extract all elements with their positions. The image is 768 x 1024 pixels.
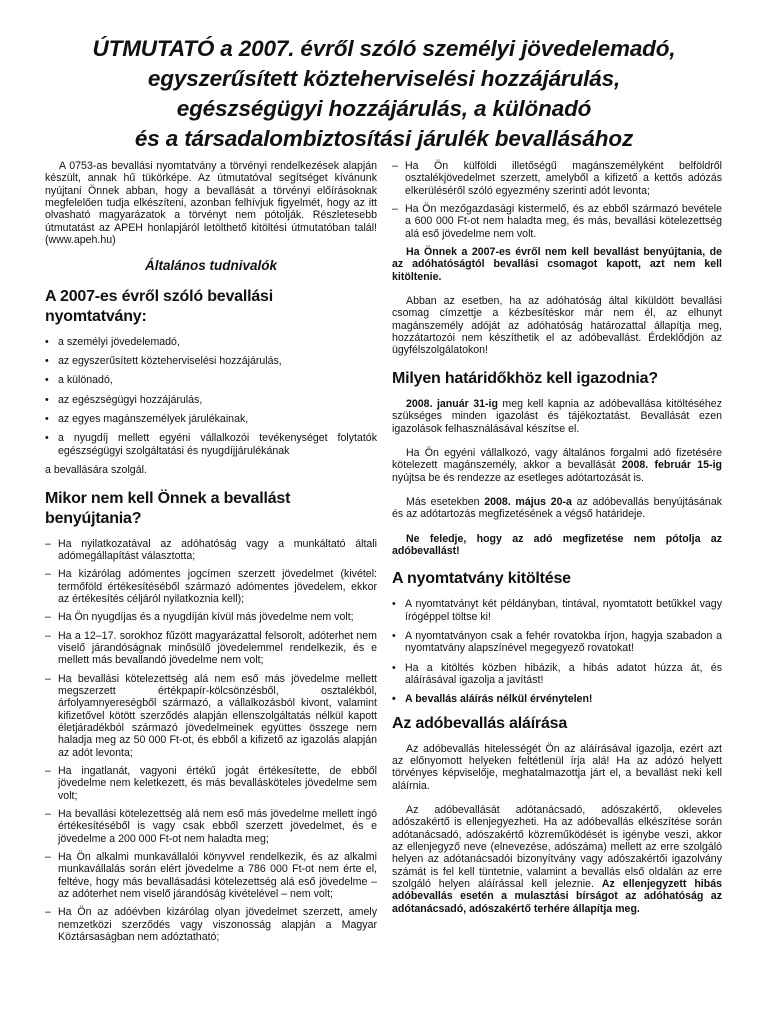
- page-title: [30, 34, 738, 154]
- signing-paragraph: Az adóbevallás hitelességét Ön az aláírásával igazolja, ezért azt az előnyomott helyeken feltétlenül írja alá! Ha az adózó helyett törvényes képviselője, meghatalmazottja járt el, a bevallást neki kell aláírnia.: [392, 742, 722, 792]
- list-item: – Ha Ön nyugdíjas és a nyugdíján kívül más jövedelme nem volt;: [45, 611, 377, 623]
- title-line: egészségügyi hozzájárulás, a különadó: [176, 96, 592, 121]
- list-item: • a személyi jövedelemadó,: [45, 336, 377, 348]
- deadline-paragraph: [392, 398, 722, 435]
- list-item: – Ha a 12–17. sorokhoz fűzött magyarázattal felsorolt, adóterhet nem viselő járandóságnak minősülő jövedelemmel rendelkezik, és e mellett más bevallandó jövedelme nem volt;: [45, 630, 377, 667]
- signing-heading: Az adóbevallás aláírása: [392, 714, 568, 732]
- list-item: – Ha bevallási kötelezettség alá nem eső más jövedelme mellett ingó értékesítéséből is vagy csak ebből szerzett jövedelmet, és e jövedelme a 200 000 Ft-ot nem haladta meg;: [45, 808, 377, 845]
- signing-text: Az adóbevallását adótanácsadó, adószakértő, okleveles adószakértő is ellenjegyezheti. Ha az adóbevallás elkészítése során adótanácsadó, adószakértő közreműködését is igénybe veszi, akkor az ellenjegyző neve (elnevezése, adószáma) mellett az erre szolgáló helyen az adótanácsadói bizonyítvány vagy adószakértői igazolvány számát is fel kell tüntetnie, valamint a bevallás első oldalán az erre szolgáló helyen aláírással kell jeleznie.: [392, 804, 722, 891]
- deadline-text: meg kell kapnia az adóbevallása kitöltéséhez szükséges minden igazolást és tájékoztatást. Bevallását ezen igazolások felhasználásával készítse el.: [392, 397, 722, 435]
- list-item: • Ha a kitöltés közben hibázik, a hibás adatot húzza át, és aláírásával igazolja a javítást!: [392, 662, 722, 687]
- deadline-text: Ha Ön egyéni vállalkozó, vagy általános forgalmi adó fizetésére kötelezett magánszemély, akkor a bevallását: [392, 446, 722, 472]
- list-item: • A nyomtatványon csak a fehér rovatokba írjon, hagyja szabadon a nyomtatvány alapszínével megegyező rovatokat!: [392, 630, 722, 655]
- title-line: ÚTMUTATÓ a 2007. évről szóló személyi jövedelemadó,: [92, 36, 676, 61]
- list-item: – Ha bevallási kötelezettség alá nem eső más jövedelme mellett megszerzett értékpapír-kölcsönzésből, osztalékból, árfolyamnyereségből származó, a vállalkozásból kivont, valamint kifizetővel kötött szerződés alapján ellenszolgáltatás nélkül kapott életjáradékból származó jövedelmeinek együttes összege nem haladja meg az 50 000 Ft-ot, és ebből a kifizető az igazolás alapján az adót levonta;: [45, 673, 377, 759]
- filling-list: [392, 598, 722, 705]
- payment-note: Ne feledje, hogy az adó megfizetése nem pótolja az adóbevallást!: [392, 532, 722, 557]
- when-not-list-continued: [392, 160, 722, 240]
- list-item: • A bevallás aláírás nélkül érvénytelen!: [392, 693, 722, 705]
- list-item: – Ha nyilatkozatával az adóhatóság vagy a munkáltató általi adómegállapítást választotta;: [45, 538, 377, 563]
- list-item: • az egyszerűsített közteherviselési hozzájárulás,: [45, 355, 377, 367]
- deadline-date: 2008. február 15-ig: [621, 459, 722, 472]
- signing-paragraph: [392, 804, 722, 915]
- title-line: és a társadalombiztosítási járulék bevallásához: [134, 126, 634, 151]
- deadline-text: nyújtsa be és rendezze az esetleges adótartozását is.: [392, 471, 645, 484]
- deadline-paragraph: [392, 447, 722, 484]
- signing-warning: Az ellenjegyzett hibás adóbevallás esetén a mulasztási bírságot az adóhatóság az adótanácsadó, adószakértő terhére állapítja meg.: [392, 878, 722, 915]
- deadline-text: az adóbevallás benyújtásának és az adótartozás megfizetésének a végső határideje.: [392, 495, 723, 521]
- deadline-date: 2008. január 31-ig: [406, 397, 498, 410]
- general-info-heading: Általános tudnivalók: [144, 258, 278, 274]
- deadline-date: 2008. május 20-a: [484, 495, 572, 508]
- deadlines-heading: Milyen határidőkhöz kell igazodnia?: [392, 369, 658, 387]
- form-purpose-tail: a bevallására szolgál.: [45, 464, 147, 477]
- list-item: – Ha Ön külföldi illetőségű magánszemélyként belföldről osztalékjövedelmet szerzett, amelyből a kifizető a kettős adózás elkerüléséről szóló egyezmény szerinti adót levonta;: [392, 160, 722, 197]
- list-item: – Ha kizárólag adómentes jogcímen szerzett jövedelmet (kivétel: termőföld értékesítéséből származó adómentes jövedelem, ekkor az értékesítés céljáról nyilatkoznia kell);: [45, 568, 377, 605]
- list-item: • az egészségügyi hozzájárulás,: [45, 394, 377, 406]
- left-column: [45, 160, 377, 949]
- filling-heading: A nyomtatvány kitöltése: [392, 570, 571, 588]
- title-line: egyszerűsített közteherviselési hozzájárulás,: [147, 66, 621, 91]
- list-item: – Ha ingatlanát, vagyoni értékű jogát értékesítette, de ebből jövedelme nem keletkezett, és más bevallásköteles jövedelme sem volt;: [45, 765, 377, 802]
- list-item: • az egyes magánszemélyek járulékainak,: [45, 413, 377, 425]
- list-item: – Ha Ön alkalmi munkavállalói könyvvel rendelkezik, és az alkalmi munkavállalás során elért jövedelme a 786 000 Ft-ot nem érte el, feltéve, hogy más bevallásadási kötelezettség alá eső jövedelme – az adóterhet nem viselő járandóság kivételével – nem volt;: [45, 851, 377, 900]
- form-section-heading: A 2007-es évről szóló bevallási nyomtatvány:: [45, 287, 273, 325]
- right-column: [392, 160, 722, 927]
- form-purpose-list: [45, 336, 377, 457]
- deadline-paragraph: [392, 496, 722, 521]
- deceased-note: Abban az esetben, ha az adóhatóság által kiküldött bevallási csomag címzettje a kézbesítéskor már nem él, az elhunyt magánszemély adóját az adóhatóság határozattal állapítja meg, hozzátartozói nem készíthetik el az adóbevallást. Érdeklődjön az ügyfélszolgálatokon!: [392, 295, 722, 357]
- deadline-text: Más esetekben: [406, 495, 485, 508]
- list-item: • a nyugdíj mellett egyéni vállalkozói tevékenységet folytatók egészségügyi szolgáltatási és nyugdíjjárulékának: [45, 432, 377, 457]
- no-package-note: Ha Önnek a 2007-es évről nem kell bevallást benyújtania, de az adóhatóságtól bevallási csomagot kapott, azt nem kell kitöltenie.: [392, 246, 722, 283]
- list-item: • a különadó,: [45, 374, 377, 386]
- when-not-list: [45, 538, 377, 944]
- intro-paragraph: A 0753-as bevallási nyomtatvány a törvényi rendelkezések alapján készült, annak hű tükörképe. Az útmutatóval segítséget kívánunk nyújtani Önnek abban, hogy a bevallását a törvényi előírásoknak megfelelően tudja elkészíteni, azonban felhívjuk figyelmét, hogy az itt olvasható magyarázatok a törvényt nem pótolják. Részletesebb útmutatást az APEH honlapjáról letölthető kitöltési útmutatóban talál! (www.apeh.hu): [45, 160, 377, 247]
- list-item: – Ha Ön mezőgazdasági kistermelő, és az ebből származó bevétele a 600 000 Ft-ot nem haladta meg, és más, bevallási kötelezettség alá eső jövedelme nem volt.: [392, 203, 722, 240]
- list-item: • A nyomtatványt két példányban, tintával, nyomtatott betűkkel vagy írógéppel töltse ki!: [392, 598, 722, 623]
- list-item: – Ha Ön az adóévben kizárólag olyan jövedelmet szerzett, amely nemzetközi szerződés vagy viszonosság alapján a Magyar Köztársaságban nem adóztatható;: [45, 906, 377, 943]
- when-not-heading: Mikor nem kell Önnek a bevallást benyújtania?: [45, 489, 291, 527]
